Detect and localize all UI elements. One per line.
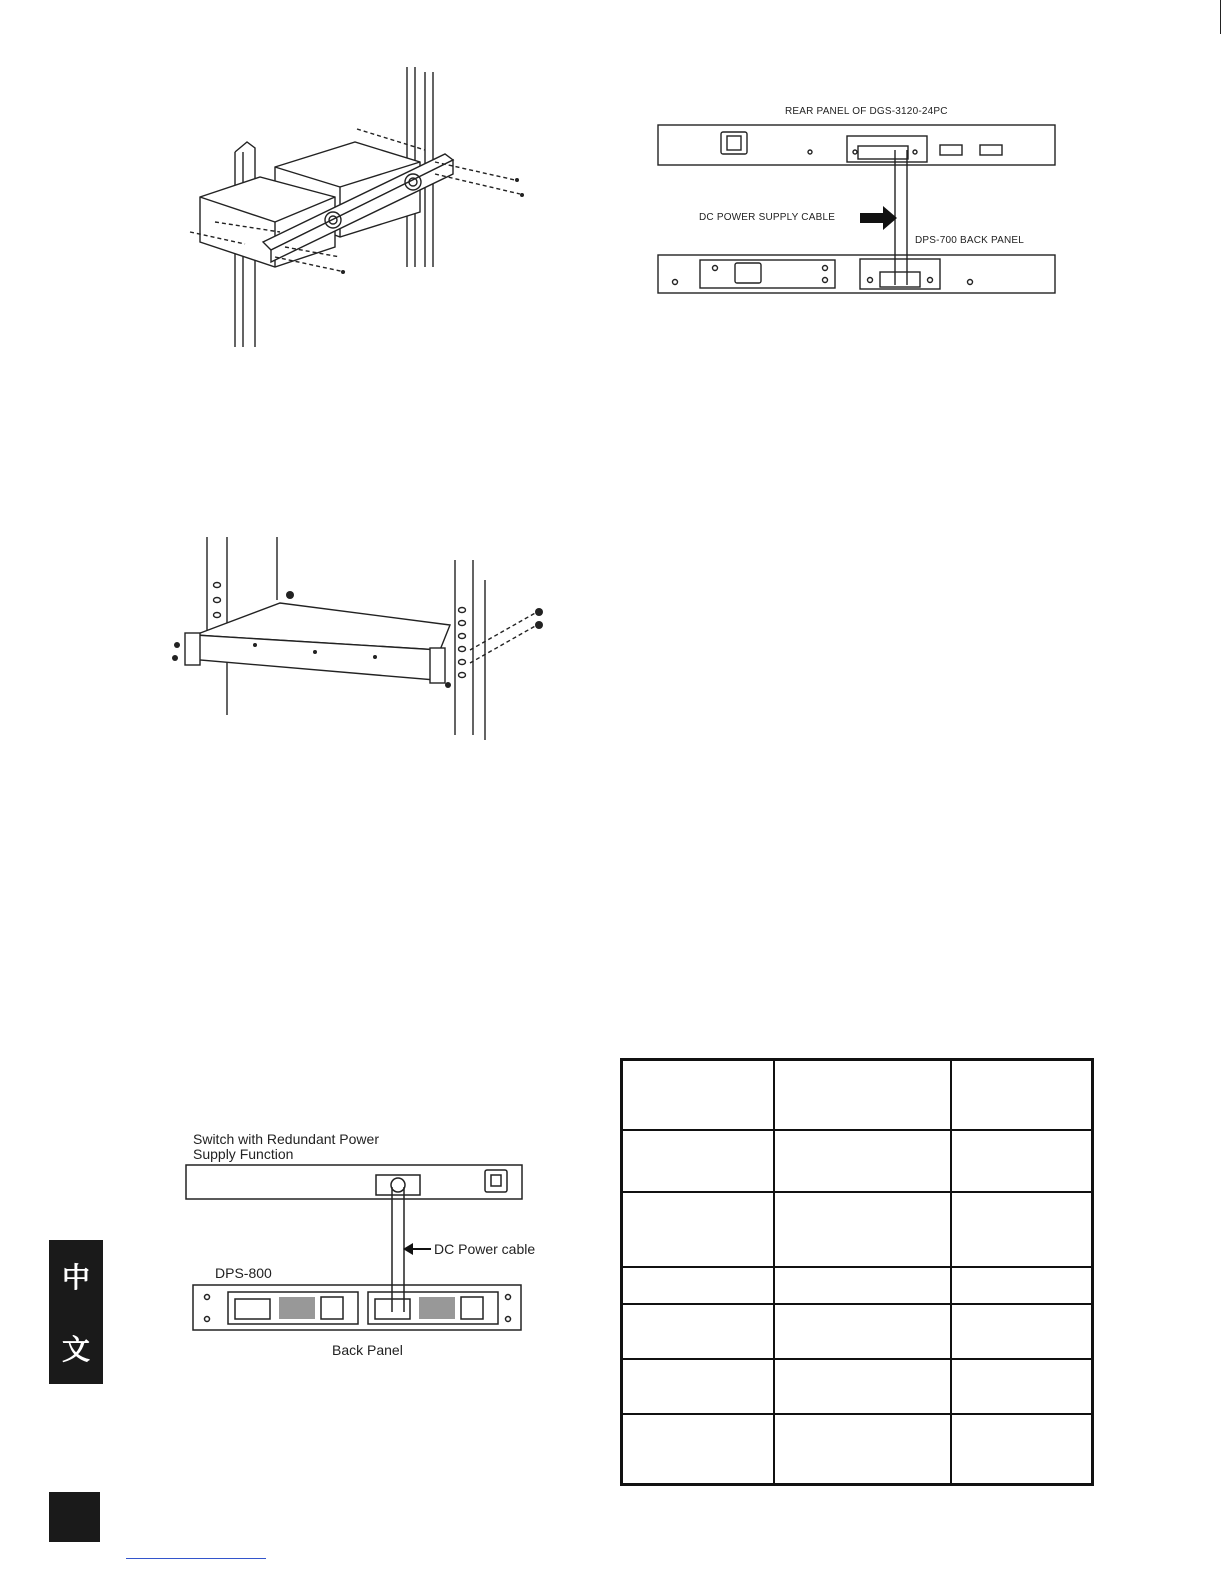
dc-power-supply-cable-label: DC POWER SUPPLY CABLE <box>699 212 836 223</box>
table-row <box>622 1060 1093 1130</box>
table-cell <box>951 1304 1093 1359</box>
table-cell <box>951 1130 1093 1192</box>
dps800-back-panel-label: Back Panel <box>332 1342 403 1358</box>
language-tab-char1: 中 <box>49 1240 103 1312</box>
language-tab-char2: 文 <box>49 1312 103 1384</box>
table-cell <box>622 1267 775 1304</box>
page-number-box <box>49 1492 100 1542</box>
table-cell <box>774 1130 951 1192</box>
table-row <box>622 1414 1093 1484</box>
table-cell <box>622 1060 775 1130</box>
table-cell <box>622 1359 775 1414</box>
dps700-back-panel-label: DPS-700 BACK PANEL <box>915 235 1025 246</box>
table-cell <box>622 1192 775 1267</box>
table-cell <box>951 1414 1093 1484</box>
corner-rule <box>1220 0 1221 34</box>
bracket-mounting-illustration <box>185 62 530 352</box>
table-cell <box>774 1192 951 1267</box>
rear-panel-title: REAR PANEL OF DGS-3120-24PC <box>785 106 948 117</box>
specification-table <box>620 1058 1094 1486</box>
table-cell <box>622 1130 775 1192</box>
table-cell <box>951 1192 1093 1267</box>
table-cell <box>622 1304 775 1359</box>
table-row <box>622 1130 1093 1192</box>
table-cell <box>774 1359 951 1414</box>
table-row <box>622 1192 1093 1267</box>
table-cell <box>951 1359 1093 1414</box>
table-cell <box>951 1267 1093 1304</box>
dps800-device-label: DPS-800 <box>215 1265 272 1281</box>
table-row <box>622 1267 1093 1304</box>
table-cell <box>622 1414 775 1484</box>
dc-power-cable-label: DC Power cable <box>434 1241 536 1257</box>
table-row <box>622 1359 1093 1414</box>
table-cell <box>774 1060 951 1130</box>
switch-label-line2: Supply Function <box>193 1146 294 1162</box>
rear-panel-illustration <box>655 120 1060 300</box>
footer-rule <box>126 1558 266 1559</box>
table-cell <box>774 1414 951 1484</box>
rack-mounting-illustration <box>165 535 555 740</box>
table-cell <box>951 1060 1093 1130</box>
switch-label-line1: Switch with Redundant Power <box>193 1131 379 1147</box>
table-row <box>622 1304 1093 1359</box>
table-cell <box>774 1304 951 1359</box>
table-cell <box>774 1267 951 1304</box>
